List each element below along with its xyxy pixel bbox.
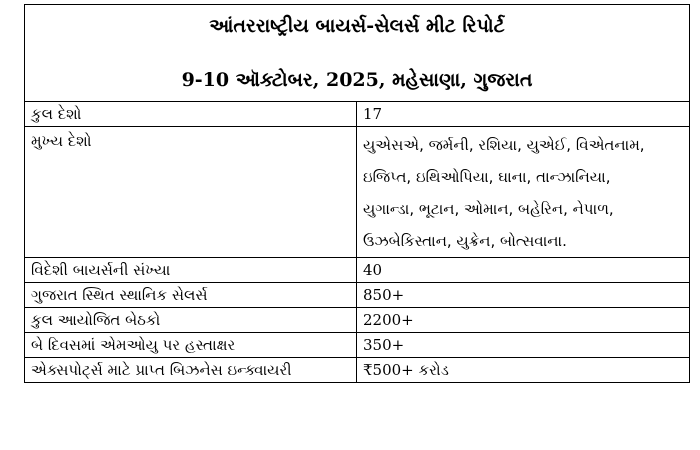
table-row-main-countries xyxy=(25,127,689,258)
table-row-foreign-buyers xyxy=(25,258,689,283)
row-value: 17 xyxy=(363,105,383,123)
report-table xyxy=(24,4,690,383)
row-value: 850+ xyxy=(363,286,405,304)
report-header xyxy=(25,5,689,102)
table-row-local-sellers xyxy=(25,283,689,308)
countries-line: ઉઝબેકિસ્તાન, યુક્રેન, બોત્સવાના. xyxy=(363,232,567,250)
report-subtitle: 9-10 ઑક્ટોબર, 2025, મહેસાણા, ગુજરાત xyxy=(181,69,533,91)
countries-line: યુગાન્ડા, ભૂટાન, ઓમાન, બહેરિન, નેપાળ, xyxy=(363,200,614,218)
row-label: વિદેશી બાયર્સની સંખ્યા xyxy=(25,258,357,282)
row-label: કુલ આયોજિત બેઠકો xyxy=(25,308,357,332)
row-value: ₹500+ કરોડ xyxy=(363,361,449,379)
countries-line: ઇજિપ્ત, ઇથિઓપિયા, ઘાના, તાન્ઝાનિયા, xyxy=(363,168,611,186)
table-row-total-meetings xyxy=(25,308,689,333)
row-label: બે દિવસમાં એમઓયુ પર હસ્તાક્ષર xyxy=(25,333,357,357)
row-label: ગુજરાત સ્થિત સ્થાનિક સેલર્સ xyxy=(25,283,357,307)
table-row-total-countries xyxy=(25,102,689,127)
row-value: 2200+ xyxy=(363,311,414,329)
row-label: એક્સપોર્ટ્સ માટે પ્રાપ્ત બિઝનેસ ઇન્ક્વાયરી xyxy=(25,358,357,382)
table-row-business-inquiries xyxy=(25,358,689,382)
row-value: 40 xyxy=(363,261,383,279)
row-value: 350+ xyxy=(363,336,405,354)
countries-list xyxy=(357,127,689,257)
report-title: આંતરરાષ્ટ્રીય બાયર્સ-સેલર્સ મીટ રિપોર્ટ xyxy=(209,15,505,37)
countries-line: યુએસએ, જર્મની, રશિયા, યુએઈ, વિએતનામ, xyxy=(363,136,645,154)
table-row-mous-signed xyxy=(25,333,689,358)
row-label: કુલ દેશો xyxy=(25,102,357,126)
row-label: મુખ્ય દેશો xyxy=(25,127,357,257)
